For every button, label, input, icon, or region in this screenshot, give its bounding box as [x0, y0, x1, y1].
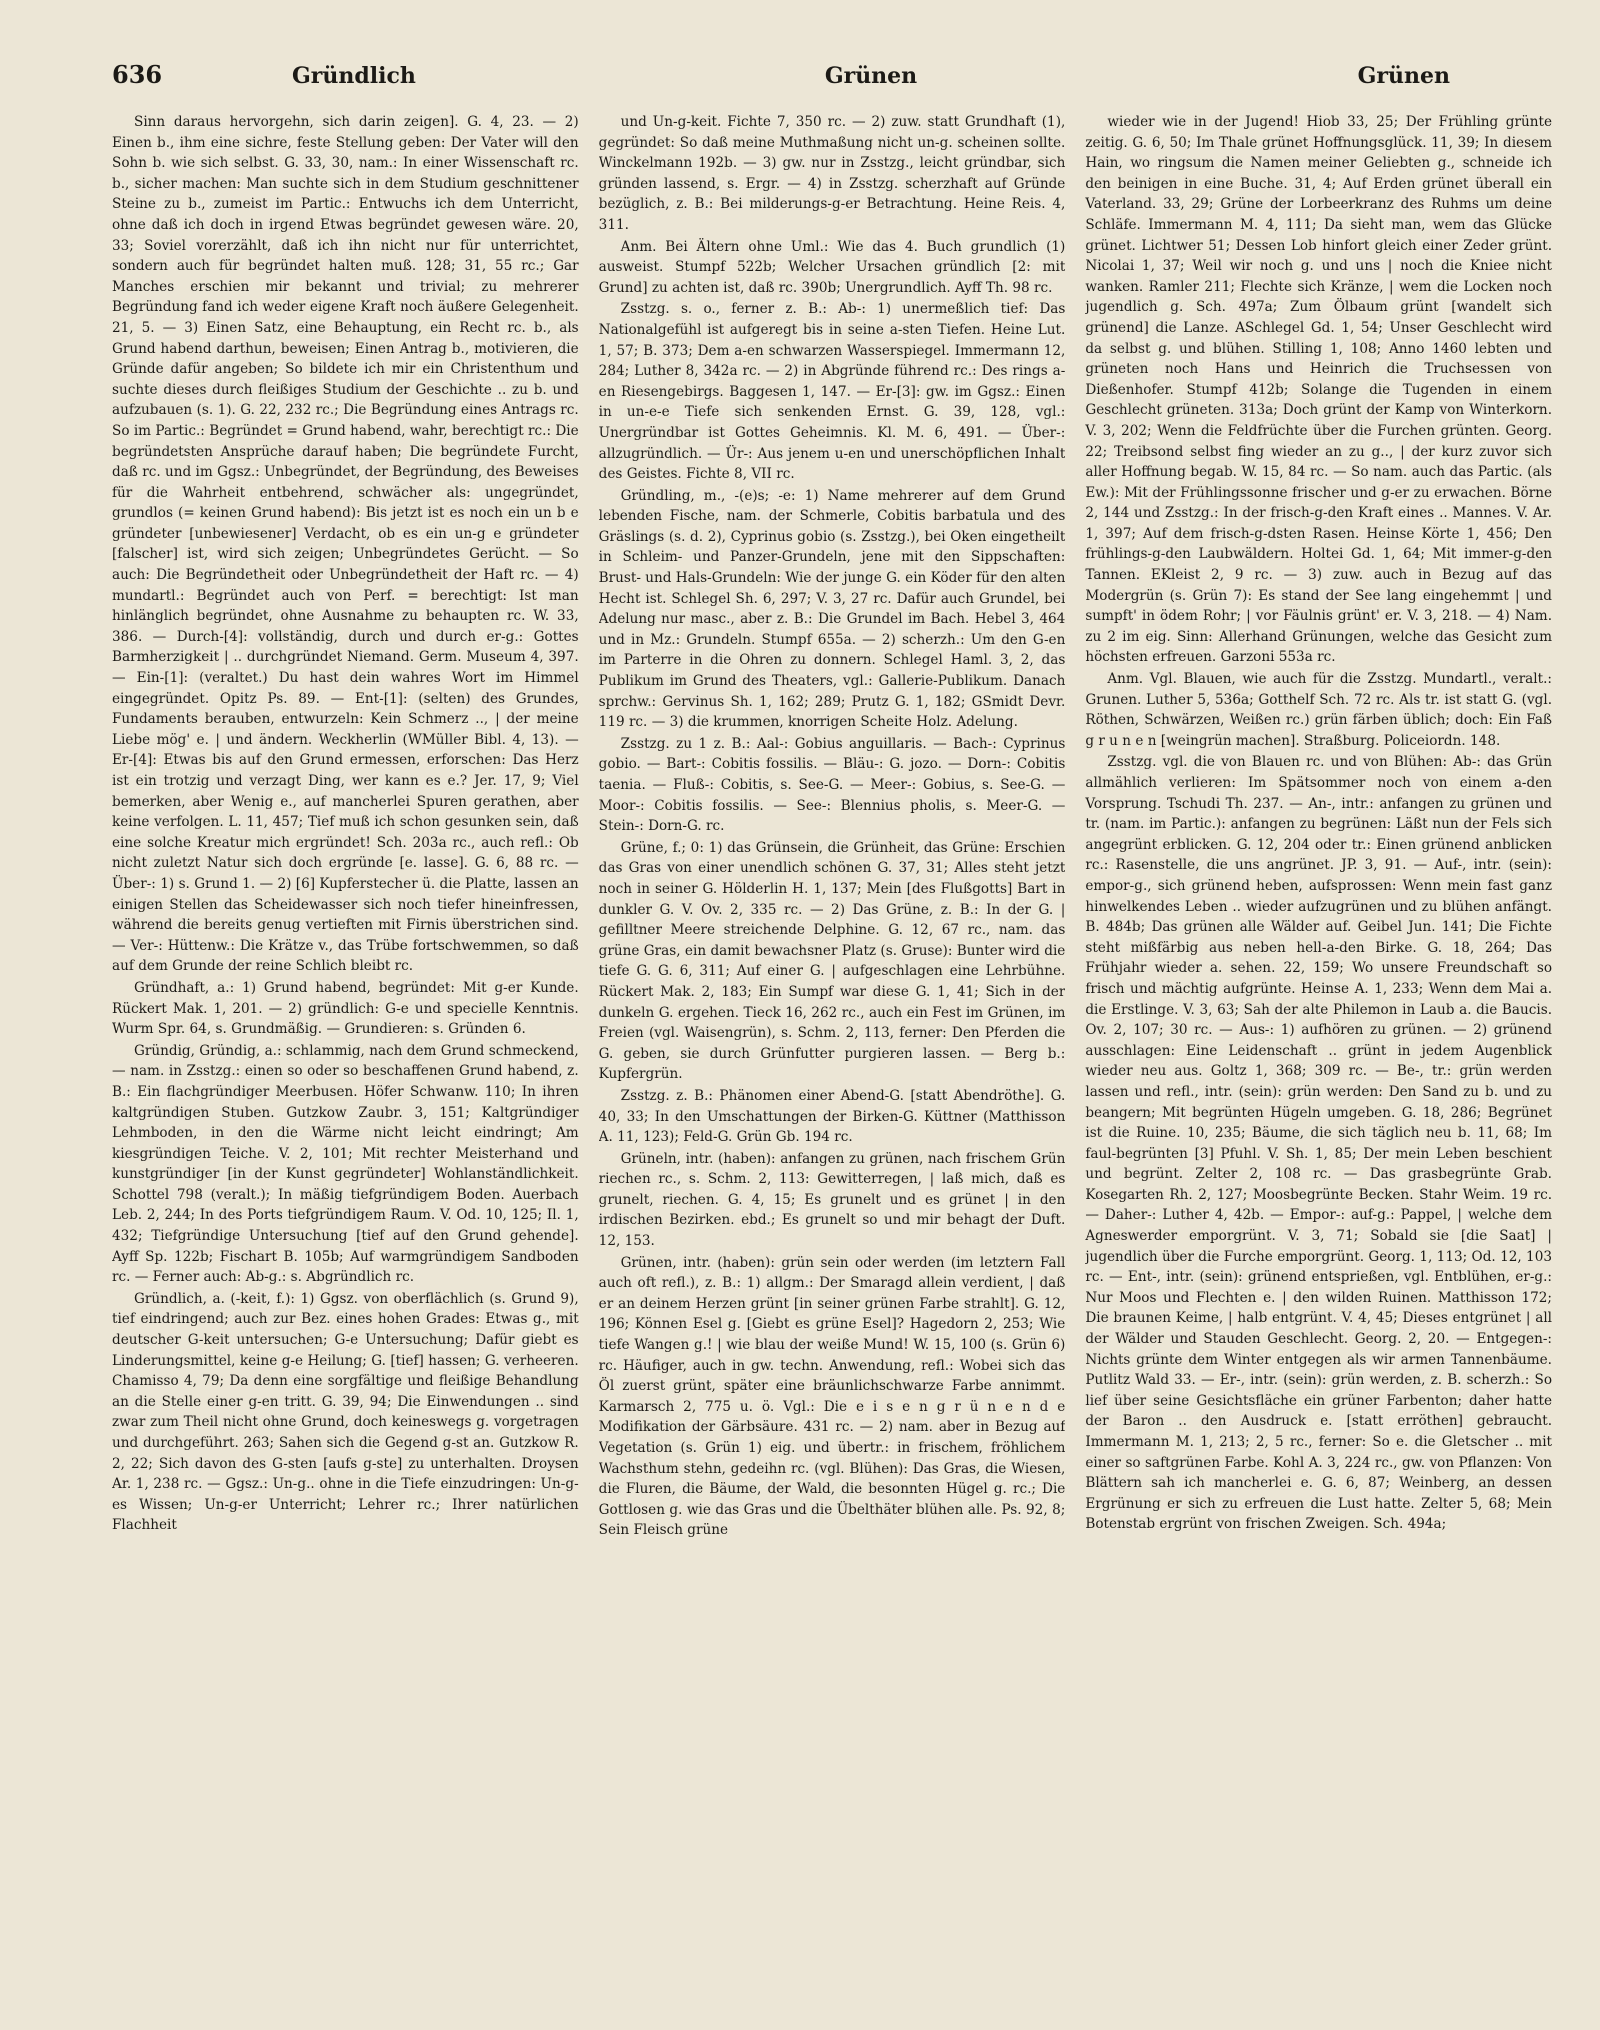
header-right-title: Grünen [1357, 63, 1450, 89]
entry-paragraph: Sinn daraus hervorgehn, sich darin zeigen]. G. 4, 23. — 2) Einen b., ihm eine sichre, feste Stellung geben: Der Vater will den Sohn b. wie sich selbst. G. 33, 30, nam.: In einer Wissenschaft rc. b., sicher machen: Man suchte sich in dem Studium geschnittener Steine zu b., zumeist im Partic.: Entwuchs ich dem Unterricht, ohne daß ich doch in irgend Etwas begründet gewesen wäre. 20, 33; Soviel vorerzählt, daß ich ihn nicht nur für unterrichtet, sondern auch für begründet halten muß. 128; 31, 55 rc.; Gar Manches erschien mir bekannt und trivial; zu mehrerer Begründung fand ich weder eigene Kraft noch äußere Gelegenheit. 21, 5. — 3) Einen Satz, eine Behauptung, ein Recht rc. b., als Grund habend darthun, beweisen; Einen Antrag b., motivieren, die Gründe dafür angeben; So bildete ich mir ein Christenthum und suchte dieses durch fleißiges Studium der Geschichte .. zu b. und aufzubauen (s. 1). G. 22, 232 rc.; Die Begründung eines Antrags rc. So im Partic.: Begründet = Grund habend, wahr, berechtigt rc.: Die begründetsten Ansprüche darauf haben; Die begründete Furcht, daß rc. und im Ggsz.: Unbegründet, der Begründung, des Beweises für die Wahrheit entbehrend, schwächer als: ungegründet, grundlos (= keinen Grund habend): Bis jetzt ist es noch ein un b e gründeter [unbewiesener] Verdacht, ob es ein un-g e gründeter [falscher] ist, wird sich zeigen; Unbegründetes Gerücht. — So auch: Die Begründetheit oder Unbegründetheit der Haft rc. — 4) mundartl.: Begründet auch von Perf. = berechtigt: Ist man hinlänglich begründet, ohne Ausnahme zu behaupten rc. W. 33, 386. — Durch-[4]: vollständig, durch und durch er-g.: Gottes Barmherzigkeit | .. durchgründet Niemand. Germ. Museum 4, 397. — Ein-[1]: (veraltet.) Du hast dein wahres Wort im Himmel eingegründet. Opitz Ps. 89. — Ent-[1]: (selten) des Grundes, Fundaments berauben, entwurzeln: Kein Schmerz .., | der meine Liebe mög' e. | und ändern. Weckherlin (WMüller Bibl. 4, 13). — Er-[4]: Etwas bis auf den Grund ermessen, erforschen: Das Herz ist ein trotzig und verzagt Ding, wer kann es e.? Jer. 17, 9; Viel bemerken, aber Wenig e., auf mancherlei Spuren gerathen, aber keine verfolgen. L. 11, 457; Tief muß ich schon gesunken sein, daß eine solche Kreatur mich ergründet! Sch. 203a rc., auch refl.: Ob nicht zuletzt Natur sich doch ergründe [e. lasse]. G. 6, 88 rc. — Über-: 1) s. Grund 1. — 2) [6] Kupferstecher ü. die Platte, lassen an einigen Stellen das Scheidewasser sich noch tiefer hineinfressen, während die bereits genug vertieften mit Firnis überstrichen sind. — Ver-: Hüttenw.: Die Krätze v., das Trübe fortschwemmen, so daß auf dem Grunde der reine Schlich bleibt rc. [112, 114, 579, 975]
entry-paragraph: Grünen, intr. (haben): grün sein oder werden (im letztern Fall auch oft refl.), z. B.: 1) allgm.: Der Smaragd allein verdient, | daß er an deinem Herzen grünt [in seiner grünen Farbe strahlt]. G. 12, 196; Können Esel g. [Giebt es grüne Esel]? Hagedorn 2, 253; Wie tiefe Wangen g.! | wie blau der weiße Mund! W. 15, 100 (s. Grün 6) rc. Häufiger, auch in gw. techn. Anwendung, refl.: Wobei sich das Öl zuerst grünt, später eine bräunlichschwarze Farbe annimmt. Karmarsch 2, 775 u. ö. Vgl.: Die e i s e n g r ü n e n d e Modifikation der Gärbsäure. 431 rc. — 2) nam. aber in Bezug auf Vegetation (s. Grün 1) eig. und übertr.: in frischem, fröhlichem Wachsthum stehn, gedeihn rc. (vgl. Blühen): Das Gras, die Wiesen, die Fluren, die Bäume, der Wald, die besonnten Hügel g. rc.; Die Gottlosen g. wie das Gras und die Übelthäter blühen alle. Ps. 92, 8; Sein Fleisch grüne [598, 1254, 1066, 1539]
text-columns [112, 112, 1552, 2012]
entry-paragraph: Anm. Vgl. Blauen, wie auch für die Zsstzg. Mundartl., veralt.: Grunen. Luther 5, 536a; Gotthelf Sch. 72 rc. Als tr. ist statt G. (vgl. Röthen, Schwärzen, Weißen rc.) grün färben üblich; doch: Ein Faß g r u n e n [weingrün machen]. Straßburg. Policeiordn. 148. [1085, 671, 1553, 749]
page-number: 636 [112, 60, 163, 89]
entry-paragraph: Zsstzg. zu 1 z. B.: Aal-: Gobius anguillaris. — Bach-: Cyprinus gobio. — Bart-: Cobitis fossilis. — Bläu-: G. jozo. — Dorn-: Cobitis taenia. — Fluß-: Cobitis, s. See-G. — Meer-: Gobius, s. See-G. — Moor-: Cobitis fossilis. — See-: Blennius pholis, s. Meer-G. — Stein-: Dorn-G. rc. [598, 735, 1066, 835]
entry-paragraph: Zsstzg. vgl. die von Blauen rc. und von Blühen: Ab-: das Grün allmählich verlieren: Im Spätsommer noch von einem a-den Vorsprung. Tschudi Th. 237. — An-, intr.: anfangen zu grünen und tr. (nam. im Partic.): anfangen zu begrünen: Läßt nun der Fels sich angegrünt erblicken. G. 12, 204 oder tr.: Einen grünend anblicken rc.: Rasenstelle, die uns angrünet. JP. 3, 91. — Auf-, intr. (sein): empor-g., sich grünend heben, aufsprossen: Wenn mein fast ganz hinwelkendes Leben .. wieder aufzugrünen und zu blühen anfängt. B. 484b; Das grünen alle Wälder auf. Geibel Jun. 141; Die Fichte steht mißfärbig aus neben hell-a-den Birke. G. 18, 264; Das Frühjahr wieder a. sehen. 22, 159; Wo unsere Freundschaft so frisch und mächtig aufgrünte. Heinse A. 1, 233; Wenn dem Mai a. die Erstlinge. V. 3, 63; Sah der alte Philemon in Laub a. die Baucis. Ov. 2, 107; 30 rc. — Aus-: 1) aufhören zu grünen. — 2) grünend ausschlagen: Eine Leidenschaft .. grünt in jedem Augenblick wieder neu aus. Goltz 1, 368; 309 rc. — Be-, tr.: grün werden lassen und refl., intr. (sein): grün werden: Den Sand zu b. und zu beangern; Mit begrünten Hügeln umgeben. G. 18, 286; Begrünet ist die Ruine. 10, 235; Bäume, die sich täglich neu b. 11, 68; Im faul-begrünten [3] Pfuhl. V. Sh. 1, 85; Der mein Leben beschient und begrünt. Zelter 2, 108 rc. — Das grasbegrünte Grab. Kosegarten Rh. 2, 127; Moosbegrünte Becken. Stahr Weim. 19 rc. — Daher-: Luther 4, 42b. — Empor-: auf-g.: Pappel, | welche dem Agneswerder emporgrünt. V. 3, 71; Sobald sie [die Saat] | jugendlich über die Furche emporgrünt. Georg. 1, 113; Od. 12, 103 rc. — Ent-, intr. (sein): grünend entsprießen, vgl. Entblühen, er-g.: Nur Moos und Flechten e. | den wilden Ruinen. Matthisson 172; Die braunen Keime, | halb entgrünt. V. 4, 45; Dieses entgrünet | all der Wälder und Stauden Geschlecht. Georg. 2, 20. — Entgegen-: Nichts grünte dem Winter entgegen als wir armen Tannenbäume. Putlitz Wald 33. — Er-, intr. (sein): grün werden, z. B. scherzh.: So lief über seine Gesichtsfläche ein grüner Farbenton; daher hatte der Baron .. den Ausdruck e. [statt erröthen] gebraucht. Immermann M. 1, 213; 2, 5 rc., ferner: So e. die Gletscher .. mit einer so saftgrünen Farbe. Kohl A. 3, 224 rc., gw. von Pflanzen: Von Blättern sah ich mancherlei e. G. 6, 87; Weinberg, an dessen Ergrünung er sich zu erfreuen die Lust hatte. Zelter 5, 68; Mein Botenstab ergrünt von frischen Zweigen. Sch. 494a; [1085, 754, 1553, 1533]
header-left-title: Gründlich [292, 63, 416, 89]
header-center-title: Grünen [824, 63, 918, 89]
entry-paragraph: Zsstzg. z. B.: Phänomen einer Abend-G. [statt Abendröthe]. G. 40, 33; In den Umschattungen der Birken-G. Küttner (Matthisson A. 11, 123); Feld-G. Grün Gb. 194 rc. [598, 1087, 1066, 1146]
entry-paragraph: Grüne, f.; 0: 1) das Grünsein, die Grünheit, das Grüne: Erschien das Gras von einer unendlich schönen G. 37, 31; Alles steht jetzt noch in seiner G. Hölderlin H. 1, 137; Mein [des Flußgotts] Bart in dunkler G. V. Ov. 2, 335 rc. — 2) Das Grüne, z. B.: In der G. | gefilltner Meere streichende Delphine. G. 12, 67 rc., nam. das grüne Gras, ein damit bewachsner Platz (s. Gruse): Bunter wird die tiefe G. G. 6, 311; Auf einer G. | aufgeschlagen eine Lehrbühne. Rückert Mak. 2, 183; Ein Sumpf war diese G. 1, 41; Sich in der dunkeln G. ergehen. Tieck 16, 262 rc., auch ein Fest im Grünen, im Freien (vgl. Waisengrün), s. Schm. 2, 113, ferner: Den Pferden die G. geben, sie durch Grünfutter purgieren lassen. — Berg b.: Kupfergrün. [598, 839, 1066, 1083]
column-1 [112, 112, 579, 2012]
column-2 [599, 112, 1066, 2012]
entry-paragraph: Gründig, Gründig, a.: schlammig, nach dem Grund schmeckend, — nam. in Zsstzg.: einen so oder so beschaffenen Grund habend, z. B.: Ein flachgründiger Meerbusen. Höfer Schwanw. 110; In ihren kaltgründigen Stuben. Gutzkow Zaubr. 3, 151; Kaltgründiger Lehmboden, in den die Wärme nicht leicht eindringt; Am kiesgründigen Teiche. V. 2, 101; Mit rechter Meisterhand und kunstgründiger [in der Kunst gegründeter] Wohlanständlichkeit. Schottel 798 (veralt.); In mäßig tiefgründigem Boden. Auerbach Leb. 2, 244; In des Ports tiefgründigem Raum. V. Od. 10, 125; Il. 1, 432; Tiefgründige Untersuchung [tief auf den Grund gehende]. Ayff Sp. 122b; Fischart B. 105b; Auf warmgründigem Sandboden rc. — Ferner auch: Ab-g.: s. Abgründlich rc. [112, 1042, 579, 1286]
entry-paragraph: Grüneln, intr. (haben): anfangen zu grünen, nach frischem Grün riechen rc., s. Schm. 2, 113: Gewitterregen, | laß mich, daß es grunelt, riechen. G. 4, 15; Es grunelt und es grünet | in den irdischen Bezirken. ebd.; Es grunelt so und mir behagt der Duft. 12, 153. [598, 1150, 1066, 1250]
entry-paragraph: und Un-g-keit. Fichte 7, 350 rc. — 2) zuw. statt Grundhaft (1), gegründet: So daß meine Muthmaßung nicht un-g. scheinen sollte. Winckelmann 192b. — 3) gw. nur in Zsstzg., leicht gründbar, sich gründen lassend, s. Ergr. — 4) in Zsstzg. scherzhaft auf Gründe bezüglich, z. B.: Bei milderungs-g-er Betrachtung. Heine Reis. 4, 311. [598, 114, 1066, 233]
entry-paragraph: Gründhaft, a.: 1) Grund habend, begründet: Mit g-er Kunde. Rückert Mak. 1, 201. — 2) gründlich: G-e und specielle Kenntnis. Wurm Spr. 64, s. Grundmäßig. — Grundieren: s. Gründen 6. [112, 979, 579, 1038]
entry-paragraph: Zsstzg. s. o., ferner z. B.: Ab-: 1) unermeßlich tief: Das Nationalgefühl ist aufgeregt bis in seine a-sten Tiefen. Heine Lut. 1, 57; B. 373; Dem a-en schwarzen Wasserspiegel. Immermann 12, 284; Luther 8, 342a rc. — 2) in Abgründe führend rc.: Des rings a-en Riesengebirgs. Baggesen 1, 147. — Er-[3]: gw. im Ggsz.: Einen in un-e-e Tiefe sich senkenden Ernst. G. 39, 128, vgl.: Unergründbar ist Gottes Geheimnis. Kl. M. 6, 491. — Über-: allzugründlich. — Ür-: Aus jenem u-en und unerschöpflichen Inhalt des Geistes. Fichte 8, VII rc. [598, 301, 1066, 483]
running-header [112, 60, 1560, 100]
column-3 [1085, 112, 1552, 2012]
entry-paragraph: Gründling, m., -(e)s; -e: 1) Name mehrerer auf dem Grund lebenden Fische, nam. der Schmerle, Cobitis barbatula und des Gräslings (s. d. 2), Cyprinus gobio (s. Zsstzg.), bei Oken eingetheilt in Schleim- und Panzer-Grundeln, jene mit den Sippschaften: Brust- und Hals-Grundeln: Wie der junge G. ein Köder für den alten Hecht ist. Schlegel Sh. 6, 297; V. 3, 27 rc. Dafür auch Grundel, bei Adelung nur masc., aber z. B.: Die Grundel im Bach. Hebel 3, 464 und in Mz.: Grundeln. Stumpf 655a. — 2) scherzh.: Um den G-en im Parterre in die Ohren zu donnern. Schlegel Haml. 3, 2, das Publikum im Grund des Theaters, vgl.: Gallerie-Publikum. Danach sprchw.: Gervinus Sh. 1, 162; 289; Prutz G. 1, 182; GSmidt Devr. 119 rc. — 3) die krummen, knorrigen Scheite Holz. Adelung. [598, 487, 1066, 731]
entry-paragraph: Gründlich, a. (-keit, f.): 1) Ggsz. von oberflächlich (s. Grund 9), tief eindringend; auch zur Bez. eines hohen Grades: Etwas g., mit deutscher G-keit untersuchen; G-e Untersuchung; Dafür giebt es Linderungsmittel, keine g-e Heilung; G. [tief] hassen; G. verheeren. Chamisso 4, 79; Da denn eine sorgfältige und fleißige Behandlung an die Stelle einer g-en tritt. G. 39, 94; Die Einwendungen .. sind zwar zum Theil nicht ohne Grund, doch keineswegs g. vorgetragen und durchgeführt. 263; Sahen sich die Gegend g-st an. Gutzkow R. 2, 22; Sich davon des G-sten [aufs g-ste] zu unterhalten. Droysen Ar. 1, 238 rc. — Ggsz.: Un-g.. ohne in die Tiefe einzudringen: Un-g-es Wissen; Un-g-er Unterricht; Lehrer rc.; Ihrer natürlichen Flachheit [112, 1290, 579, 1534]
entry-paragraph: wieder wie in der Jugend! Hiob 33, 25; Der Frühling grünte zeitig. G. 6, 50; Im Thale grünet Hoffnungsglück. 11, 39; In diesem Hain, wo ringsum die Namen meiner Geliebten g., schneide ich den beinigen in eine Buche. 31, 4; Auf Erden grünet überall ein Vaterland. 33, 29; Grüne der Lorbeerkranz des Ruhms um deine Schläfe. Immermann M. 4, 111; Da sieht man, wem das Glücke grünet. Lichtwer 51; Dessen Lob hinfort gleich einer Zeder grünt. Nicolai 1, 37; Weil wir noch g. und uns | noch die Kniee nicht wanken. Ramler 211; Flechte sich Kränze, | wem die Locken noch jugendlich g. Sch. 497a; Zum Ölbaum grünt [wandelt sich grünend] die Lanze. ASchlegel Gd. 1, 54; Unser Geschlecht wird da selbst g. und blühen. Stilling 1, 108; Anno 1460 lebten und grüneten noch Hans und Heinrich die Truchsessen von Dießenhofer. Stumpf 412b; Solange die Tugenden in einem Geschlecht grüneten. 313a; Doch grünt der Kamp von Winterkorn. V. 3, 202; Wenn die Feldfrüchte über die Furchen grünten. Georg. 22; Treibsond selbst fing wieder an zu g.., | der kurz zuvor sich aller Hoffnung begab. W. 15, 84 rc. — So nam. auch das Partic. (als Ew.): Mit der Frühlingssonne frischer und g-er zu erwachen. Börne 2, 144 und Zsstzg.: In der frisch-g-den Kraft eines .. Mannes. V. Ar. 1, 397; Auf dem frisch-g-dsten Rasen. Heinse Körte 1, 456; Den frühlings-g-den Laubwäldern. Holtei Gd. 1, 64; Mit immer-g-den Tannen. EKleist 2, 9 rc. — 3) zuw. auch in Bezug auf das Modergrün (s. Grün 7): Es stand der See lang eingehemmt | und sumpft' in ödem Rohr; | vor Fäulnis grünt' er. V. 3, 218. — 4) Nam. zu 2 im eig. Sinn: Allerhand Grünungen, welche das Gesicht zum höchsten erfreuen. Garzoni 553a rc. [1085, 114, 1553, 666]
entry-paragraph: Anm. Bei Ältern ohne Uml.: Wie das 4. Buch grundlich (1) ausweist. Stumpf 522b; Welcher Ursachen gründlich [2: mit Grund] zu achten ist, daß rc. 390b; Unergrundlich. Ayff Th. 98 rc. [598, 238, 1066, 296]
